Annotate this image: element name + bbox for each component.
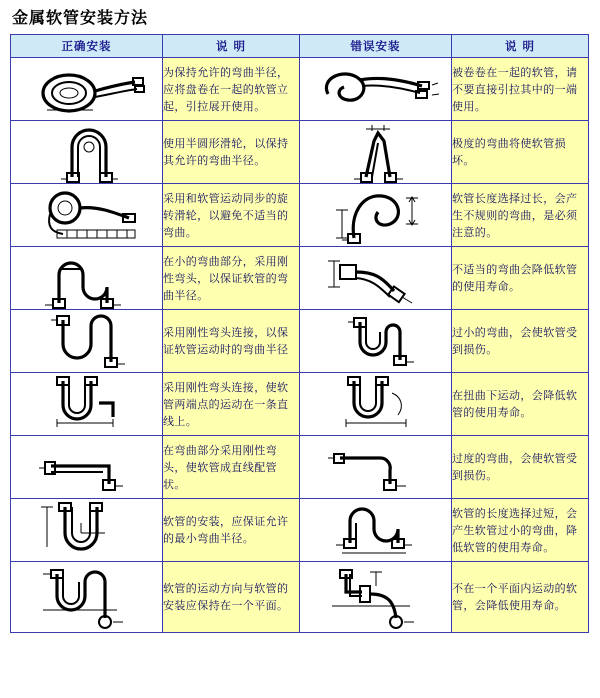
desc-correct: 在小的弯曲部分，采用刚性弯头，以保证软管的弯曲半径。 (163, 247, 300, 310)
table-row (11, 310, 589, 373)
table-row (11, 121, 589, 184)
table-row (11, 247, 589, 310)
desc-wrong: 极度的弯曲将使软管损坏。 (452, 121, 589, 184)
header-wrong-install: 错误安装 (300, 35, 452, 58)
desc-wrong: 不在一个平面内运动的软管，会降低使用寿命。 (452, 562, 589, 633)
desc-wrong: 在扭曲下运动，会降低软管的使用寿命。 (452, 373, 589, 436)
figure-over-bending-at-corner (300, 436, 452, 499)
figure-too-small-bend-radius-u (300, 310, 452, 373)
figure-rotating-pulley-with-chain (11, 184, 163, 247)
desc-wrong: 被卷卷在一起的软管，请不要直接引拉其中的一端使用。 (452, 58, 589, 121)
table-row (11, 184, 589, 247)
figure-rigid-elbow-straight-piping (11, 436, 163, 499)
figure-too-long-hose-small-bend (300, 499, 452, 562)
figure-motion-out-of-plane (300, 562, 452, 633)
figure-coiled-hose-pulled-straight (300, 58, 452, 121)
desc-correct: 采用和软管运动同步的旋转滑轮，以避免不适当的弯曲。 (163, 184, 300, 247)
installation-methods-table (10, 34, 589, 633)
figure-motion-direction-same-plane (11, 562, 163, 633)
figure-excess-length-irregular-bend (300, 184, 452, 247)
figure-rigid-bend-small-radius (11, 247, 163, 310)
table-row (11, 499, 589, 562)
figure-sharp-bend-over-edge (300, 121, 452, 184)
desc-correct: 使用半圆形滑轮，以保持其允许的弯曲半径。 (163, 121, 300, 184)
desc-correct: 软管的运动方向与软管的安装应保持在一个平面。 (163, 562, 300, 633)
table-row (11, 58, 589, 121)
figure-minimum-bend-radius-install (11, 499, 163, 562)
desc-correct: 采用刚性弯头连接，以保证软管运动时的弯曲半径 (163, 310, 300, 373)
figure-rigid-elbow-both-ends-straight-line (11, 373, 163, 436)
figure-improper-tight-bend-at-fitting (300, 247, 452, 310)
desc-wrong: 软管长度选择过长，会产生不规则的弯曲，是必须注意的。 (452, 184, 589, 247)
table-row (11, 436, 589, 499)
desc-wrong: 软管的长度选择过短，会产生软管过小的弯曲，降低软管的使用寿命。 (452, 499, 589, 562)
desc-correct: 采用刚性弯头连接，使软管两端点的运动在一条直线上。 (163, 373, 300, 436)
table-row (11, 562, 589, 633)
desc-wrong: 过小的弯曲，会使软管受到损伤。 (452, 310, 589, 373)
figure-semicircular-guide-pulley (11, 121, 163, 184)
figure-twisting-motion-u-bend (300, 373, 452, 436)
table-row (11, 373, 589, 436)
desc-wrong: 过度的弯曲，会使软管受到损伤。 (452, 436, 589, 499)
desc-correct: 软管的安装，应保证允许的最小弯曲半径。 (163, 499, 300, 562)
header-wrong-desc: 说 明 (452, 35, 589, 58)
header-correct-install: 正确安装 (11, 35, 163, 58)
desc-correct: 在弯曲部分采用刚性弯头，使软管成直线配管状。 (163, 436, 300, 499)
header-correct-desc: 说 明 (163, 35, 300, 58)
figure-rigid-elbow-connection-u (11, 310, 163, 373)
desc-correct: 为保持允许的弯曲半径，应将盘卷在一起的软管立起，引拉展开使用。 (163, 58, 300, 121)
table-header-row (11, 35, 589, 58)
figure-coiled-hose-on-reel (11, 58, 163, 121)
page-title: 金属软管安装方法 (12, 8, 149, 27)
desc-wrong: 不适当的弯曲会降低软管的使用寿命。 (452, 247, 589, 310)
